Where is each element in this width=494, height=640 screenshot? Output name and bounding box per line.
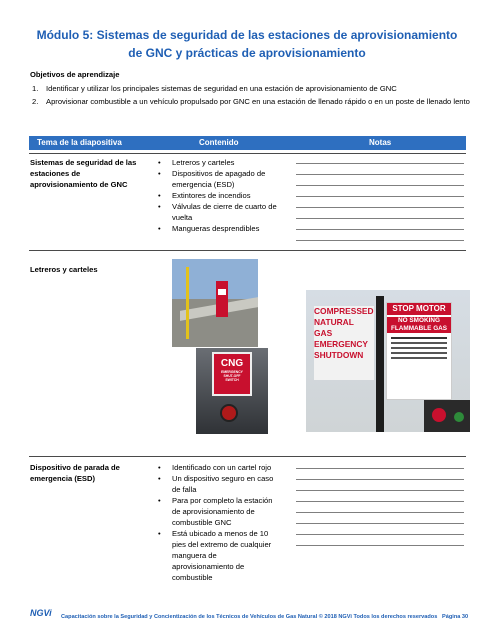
row1-bullets [156, 157, 281, 234]
notes-line [296, 229, 464, 230]
notes-line [296, 174, 464, 175]
objectives-heading: Objetivos de aprendizaje [30, 70, 120, 79]
row2-topic: Letreros y carteles [30, 265, 98, 274]
notes-line [296, 240, 464, 241]
stop-motor-sign [386, 302, 452, 400]
cng-sign [212, 352, 252, 396]
ngvi-logo: NGVi [30, 608, 52, 618]
objective-number: 1. [32, 84, 39, 93]
notes-line [296, 163, 464, 164]
gas-signs-photo [306, 290, 470, 432]
sign-text: NATURAL GAS [314, 317, 354, 338]
title-line-2: de GNC y prácticas de aprovisionamiento [128, 46, 366, 60]
notes-line [296, 207, 464, 208]
bullet-item: • Válvulas de cierre de cuarto de vuelta [156, 201, 281, 223]
header-content: Contenido [199, 138, 239, 147]
bullet-item: • Está ubicado a menos de 10 pies del extremo de cualquier manguera de aprovisionamiento de combustible [156, 528, 274, 583]
page-number: Página 30 [442, 614, 469, 620]
cng-sign-text: EMERGENCY [221, 370, 243, 374]
sign-text: SHUTDOWN [314, 350, 364, 360]
red-sign-post [216, 281, 228, 317]
row-divider [29, 153, 466, 154]
notes-line [296, 512, 464, 513]
bullet-item: • Dispositivos de apagado de emergencia (ESD) [156, 168, 281, 190]
row-divider [29, 456, 466, 457]
objective-item [30, 83, 470, 94]
module-title [0, 26, 494, 62]
sign-text: COMPRESSED [314, 306, 374, 316]
title-line-1: Módulo 5: Sistemas de seguridad de las estaciones de aprovisionamiento [36, 28, 458, 42]
bullet-item: • Letreros y carteles [156, 157, 281, 168]
bullet-item: • Identificado con un cartel rojo [156, 462, 274, 473]
row-divider [29, 250, 466, 251]
emergency-shutdown-sign [314, 306, 374, 380]
bullet-item: • Para por completo la estación de aprovisionamiento de combustible GNC [156, 495, 274, 528]
objective-text: Aprovisionar combustible a un vehículo propulsado por GNC en una estación de llenado rápido o en un poste de llenado lento [46, 97, 470, 106]
footer-text: Capacitación sobre la Seguridad y Concientización de los Técnicos de Vehículos de Gas Natural © 2018 NGVi Todos los derechos reservados [61, 614, 438, 620]
notes-line [296, 185, 464, 186]
notes-line [296, 468, 464, 469]
emergency-button [220, 404, 238, 422]
notes-line [296, 218, 464, 219]
cng-sign-title: CNG [220, 358, 244, 369]
row3-bullets [156, 462, 274, 583]
sign-text: NO SMOKING [387, 317, 451, 325]
row1-topic: Sistemas de seguridad de las estaciones de aprovisionamiento de GNC [30, 158, 137, 189]
notes-line [296, 501, 464, 502]
notes-line [296, 534, 464, 535]
cng-switch-photo [196, 348, 268, 434]
cng-sign-text: SWITCH [225, 378, 239, 382]
bullet-item: • Un dispositivo seguro en caso de falla [156, 473, 274, 495]
objective-text: Identificar y utilizar los principales sistemas de seguridad en una estación de aprovisionamiento de GNC [46, 84, 397, 93]
row3-topic: Dispositivo de parada de emergencia (ESD) [30, 463, 120, 483]
sign-text: STOP MOTOR [387, 303, 451, 315]
objective-item [30, 96, 470, 107]
station-photo [172, 259, 258, 347]
bullet-item: • Extintores de incendios [156, 190, 281, 201]
notes-line [296, 545, 464, 546]
notes-line [296, 479, 464, 480]
bullet-item: • Mangueras desprendibles [156, 223, 281, 234]
header-notes: Notas [369, 138, 392, 147]
sign-text: FLAMMABLE GAS [387, 325, 451, 333]
table-header-row [29, 136, 466, 150]
objective-number: 2. [32, 97, 39, 106]
objectives-list [30, 83, 470, 109]
sign-text: EMERGENCY [314, 339, 368, 349]
notes-line [296, 490, 464, 491]
header-topic: Tema de la diapositiva [37, 138, 122, 147]
cng-sign-text: SHUT-OFF [223, 374, 241, 378]
notes-line [296, 523, 464, 524]
notes-line [296, 196, 464, 197]
